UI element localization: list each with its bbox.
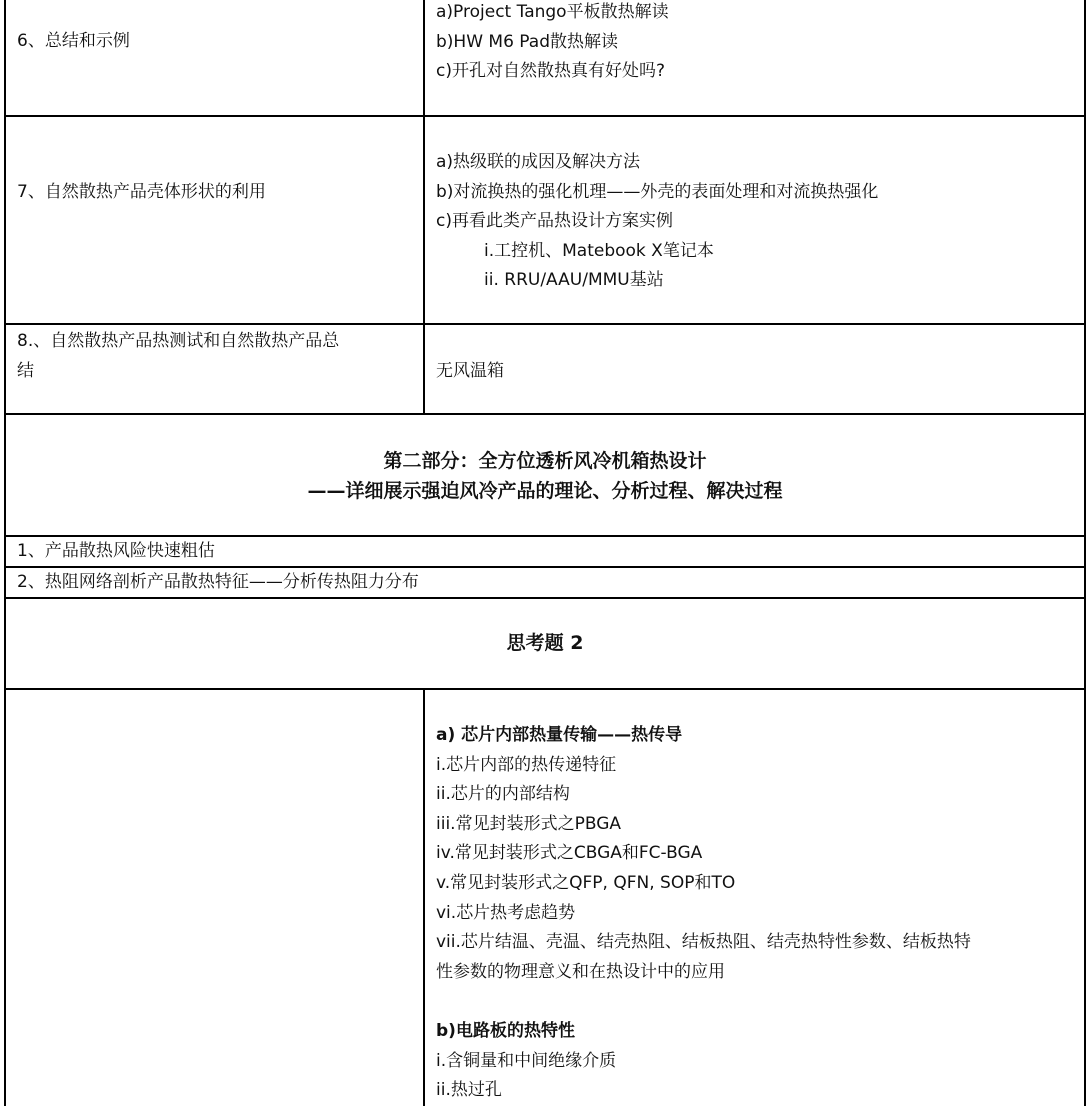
row7-subitem-ii: ii. RRU/AAU/MMU基站 (484, 270, 664, 291)
row6-item-b: b)HW M6 Pad散热解读 (436, 31, 619, 52)
chip-section (436, 721, 971, 1106)
row7-topic: 7、自然散热产品壳体形状的利用 (17, 182, 266, 202)
row7-details (436, 148, 878, 296)
chip-item: 性参数的物理意义和在热设计中的应用 (436, 961, 725, 982)
pcb-heading-b: b)电路板的热特性 (436, 1020, 575, 1041)
row-divider (4, 688, 1086, 690)
row7-subitem-i: i.工控机、Matebook X笔记本 (484, 240, 714, 261)
chip-item: iv.常见封装形式之CBGA和FC-BGA (436, 843, 703, 864)
chip-item: v.常见封装形式之QFP, QFN, SOP和TO (436, 872, 736, 893)
chip-heading-a: a) 芯片内部热量传输——热传导 (436, 725, 683, 745)
row7-item-b: b)对流换热的强化机理——外壳的表面处理和对流换热强化 (436, 181, 879, 202)
row6-details (436, 0, 669, 87)
table-border-right (1084, 0, 1086, 1106)
row8-topic-line2: 结 (17, 360, 34, 381)
row6-topic: 6、总结和示例 (17, 31, 130, 51)
part2-title-line1: 第二部分：全方位透析风冷机箱热设计 (383, 450, 707, 472)
part2-item-1: 1、产品散热风险快速粗估 (17, 541, 215, 561)
row-divider (4, 413, 1086, 415)
table-border-left (4, 0, 6, 1106)
pcb-item: ii.热过孔 (436, 1080, 502, 1101)
row8-topic (17, 327, 339, 386)
column-divider (423, 689, 425, 1106)
part2-title-line2: ——详细展示强迫风冷产品的理论、分析过程、解决过程 (307, 480, 783, 502)
row6-item-c: c)开孔对自然散热真有好处吗? (436, 61, 666, 82)
chip-item: vii.芯片结温、壳温、结壳热阻、结板热阻、结壳热特性参数、结板热特 (436, 932, 971, 953)
part2-title (6, 446, 1084, 506)
row7-item-c: c)再看此类产品热设计方案实例 (436, 211, 673, 232)
row-divider (4, 323, 1086, 325)
pcb-item: i.含铜量和中间绝缘介质 (436, 1050, 617, 1071)
column-divider (423, 0, 425, 414)
chip-item: iii.常见封装形式之PBGA (436, 813, 621, 834)
row8-details: 无风温箱 (436, 361, 504, 381)
spacer (436, 987, 971, 1017)
part2-item-2: 2、热阻网络剖析产品散热特征——分析传热阻力分布 (17, 572, 419, 592)
row7-item-a: a)热级联的成因及解决方法 (436, 152, 641, 172)
chip-item: vi.芯片热考虑趋势 (436, 902, 576, 923)
row6-item-a: a)Project Tango平板散热解读 (436, 2, 669, 22)
chip-item: i.芯片内部的热传递特征 (436, 754, 617, 775)
row8-topic-line1: 8.、自然散热产品热测试和自然散热产品总 (17, 331, 340, 351)
chip-item: ii.芯片的内部结构 (436, 784, 570, 805)
row-divider (4, 115, 1086, 117)
question-title: 思考题 2 (506, 632, 584, 654)
